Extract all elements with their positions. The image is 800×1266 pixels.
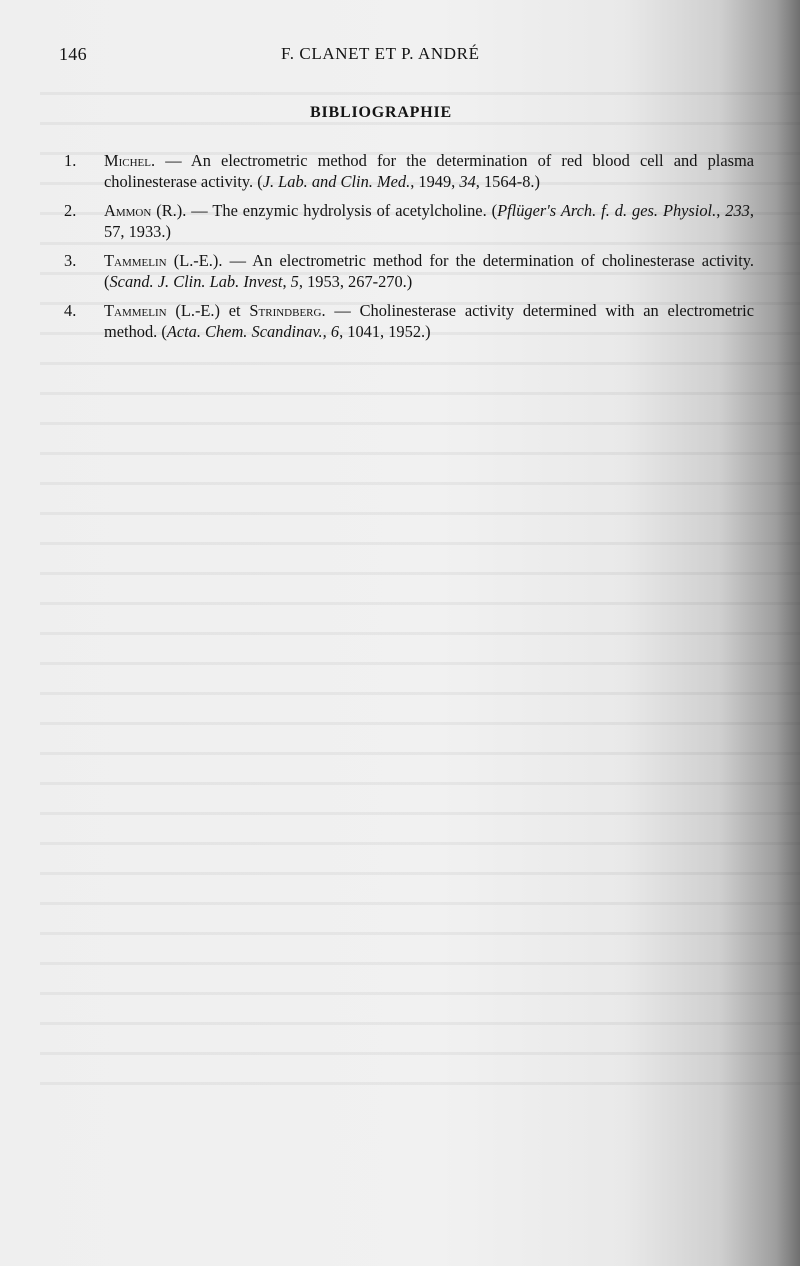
page-number: 146 xyxy=(59,44,87,64)
page-header xyxy=(59,44,619,68)
reference-separator: , xyxy=(282,272,291,291)
reference-volume: 34 xyxy=(459,172,476,191)
reference-author-initials: (R.). xyxy=(151,201,187,220)
reference-author: Michel. xyxy=(104,151,156,170)
reference-item xyxy=(64,300,754,342)
reference-journal: Pflüger's Arch. f. d. ges. Physiol. xyxy=(497,201,717,220)
reference-title: An electrometric method for the determination of red blood cell and plasma cholinesterase activity. ( xyxy=(104,151,754,191)
reference-author: Tammelin xyxy=(104,301,167,320)
reference-number: 4. xyxy=(64,301,77,320)
reference-author-initials: (L.-E.) et xyxy=(166,301,250,320)
reference-separator: , xyxy=(322,322,331,341)
reference-title: Cholinesterase activity determined with an electrometric method. ( xyxy=(104,301,755,341)
reference-author: Ammon xyxy=(104,201,152,220)
reference-dash: — xyxy=(155,151,191,170)
reference-item xyxy=(64,200,754,242)
reference-title: The enzymic hydrolysis of acetylcholine. ( xyxy=(212,201,498,220)
reference-number: 1. xyxy=(64,151,77,170)
reference-journal: Scand. J. Clin. Lab. Invest xyxy=(109,272,283,291)
reference-pages: , 1564-8.) xyxy=(475,172,540,191)
reference-volume: 233 xyxy=(725,201,750,220)
reference-pages: , 1041, 1952.) xyxy=(339,322,431,341)
reference-number: 2. xyxy=(64,201,77,220)
reference-pages: , 1953, 267-270.) xyxy=(298,272,413,291)
reference-item xyxy=(64,150,754,192)
reference-volume: 5 xyxy=(290,272,299,291)
reference-coauthor: Strindberg. xyxy=(249,301,326,320)
reference-journal: J. Lab. and Clin. Med. xyxy=(262,172,411,191)
section-title: BIBLIOGRAPHIE xyxy=(310,104,452,121)
reference-journal: Acta. Chem. Scandinav. xyxy=(166,322,323,341)
reference-dash: — xyxy=(186,201,213,220)
reference-title: An electrometric method for the determination of cholinesterase activity. ( xyxy=(104,251,754,291)
reference-author-initials: (L.-E.). xyxy=(166,251,223,270)
reference-author: Tammelin xyxy=(104,251,167,270)
reference-dash: — xyxy=(325,301,360,320)
running-head: F. CLANET ET P. ANDRÉ xyxy=(281,44,480,63)
reference-volume: 6 xyxy=(330,322,340,341)
reference-item xyxy=(64,250,754,292)
reference-number: 3. xyxy=(64,251,77,270)
bibliography-list xyxy=(64,150,754,350)
reference-separator: , xyxy=(716,201,726,220)
reference-dash: — xyxy=(222,251,253,270)
reference-separator: , 1949, xyxy=(410,172,460,191)
reference-pages: , 57, 1933.) xyxy=(104,201,754,241)
